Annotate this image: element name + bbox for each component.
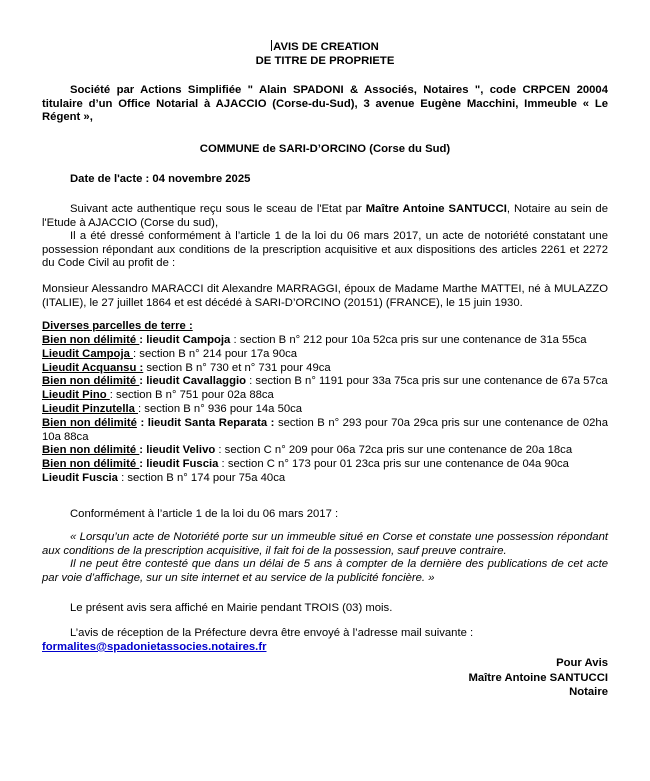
prefecture-paragraph: L’avis de réception de la Préfecture devra être envoyé à l’adresse mail suivante : [70,627,474,640]
parcel-place: lieudit Campoja [146,333,231,346]
affichage-paragraph: Le présent avis sera affiché en Mairie pendant TROIS (03) mois. [70,601,393,614]
parcel-row [42,458,608,472]
quote-paragraph-2: Il ne peut être contesté que dans un délai de 5 ans à compter de la dernière des publications de cet acte par voie d’affichage, sur un site internet et au service de la publicité foncière. » [42,558,608,585]
email-link[interactable]: formalites@spadonietassocies.notaires.fr [42,640,267,653]
parcels-list [42,334,608,486]
parcel-row [42,444,608,458]
title-line-2: DE TITRE DE PROPRIETE [255,55,395,67]
spacer [42,68,608,84]
spacer [42,187,608,203]
spacer [42,271,608,283]
notary-name-inline: Maître Antoine SANTUCCI [365,202,507,215]
parcel-label: Lieudit Acquansu : [42,361,144,374]
parcel-row [42,417,608,445]
parcel-body: : section B n° 212 pour 10a 52ca pris sur une contenance de 31a 55ca [230,333,587,346]
conformement-paragraph: Conformément à l’article 1 de la loi du 06 mars 2017 : [70,507,339,520]
parcel-label: Bien non délimité [42,333,140,346]
parcel-row [42,403,608,417]
email-row [42,641,608,655]
acte-intro-pre: Suivant acte authentique reçu sous le sceau de l'Etat par [70,202,366,215]
parcel-row [42,362,608,376]
beneficiary-paragraph: Monsieur Alessandro MARACCI dit Alexandre MARRAGGI, époux de Madame Marthe MATTEI, né à MULAZZO (ITALIE), le 27 juillet 1864 et est décédé à SARI-D’ORCINO (20151) (FRANCE), le 15 juin 1930. [42,282,608,309]
parcel-row [42,389,608,403]
parcel-label: Lieudit Campoja [42,347,134,360]
spacer [42,586,608,602]
parcel-label: Lieudit Fuscia [42,471,118,484]
parcel-place: lieudit Cavallaggio [146,375,247,388]
spacer [42,521,608,531]
acte-dresse-paragraph: Il a été dressé conformément à l’article 1 de la loi du 06 mars 2017, un acte de notoriété constatant une possession répondant aux conditions de la prescription acquisitive et aux dispositions des articles 2261 et 2272 du Code Civil au profit de : [42,230,608,270]
commune-heading: COMMUNE de SARI-D’ORCINO (Corse du Sud) [199,142,451,155]
signature-line-3: Notaire [569,686,608,699]
parcel-body: : section B n° 936 pour 14a 50ca [138,402,303,415]
quote-paragraph-1: « Lorsqu’un acte de Notoriété porte sur un immeuble situé en Corse et constate une possession répondant aux conditions de la prescription acquisitive, il fait foi de la possession, sauf preuve contraire. [42,531,608,557]
company-paragraph: Société par Actions Simplifiée " Alain SPADONI & Associés, Notaires ", code CRPCEN 20004 titulaire d’un Office Notarial à AJACCIO (Corse-du-Sud), 3 avenue Eugène Macchini, Immeuble « Le Régent », [42,84,608,124]
signature-line-1: Pour Avis [556,657,608,670]
acte-intro-post: , Notaire au sein de l'Etude à AJACCIO (Corse du sud), [42,202,609,229]
parcel-separator: : [139,444,147,457]
parcel-row [42,472,608,486]
title-line-1-row [42,40,608,54]
parcel-body: : section B n° 214 pour 17a 90ca [133,347,298,360]
parcel-label: Bien non délimité [42,458,140,471]
document-title [42,40,608,68]
parcel-body: : section B n° 1191 pour 33a 75ca pris sur une contenance de 67a 57ca [246,375,608,388]
parcel-label: Lieudit Pino [42,389,110,402]
spacer [42,486,608,508]
parcel-separator: : [139,333,147,346]
spacer [42,310,608,320]
parcel-row [42,348,608,362]
parcel-body: : section B n° 751 pour 02a 88ca [109,389,274,402]
parcels-section [42,320,608,486]
parcel-body: section B n° 730 et n° 731 pour 49ca [143,361,331,374]
parcel-place: lieudit Santa Reparata : [147,416,275,429]
parcel-body: : section C n° 209 pour 06a 72ca pris sur une contenance de 20a 18ca [215,444,573,457]
parcel-separator: : [139,375,147,388]
parcel-place: lieudit Velivo [146,444,216,457]
parcel-row [42,334,608,348]
acte-intro-paragraph [42,203,608,230]
parcel-place: lieudit Fuscia [146,458,219,471]
parcel-body: : section B n° 174 pour 75a 40ca [117,471,286,484]
signature-block [42,656,608,700]
parcel-body: section B n° 293 pour 70a 29ca pris sur une contenance de 02ha 10a 88ca [42,416,608,443]
parcel-separator: : [139,458,147,471]
spacer [42,615,608,627]
parcel-label: Lieudit Pinzutella [42,402,139,415]
date-acte: Date de l'acte : 04 novembre 2025 [70,173,251,186]
parcels-heading: Diverses parcelles de terre : [42,320,193,333]
title-line-1: AVIS DE CREATION [273,41,379,53]
parcel-label: Bien non délimité [42,375,140,388]
document-page [42,0,608,700]
parcel-body: : section C n° 173 pour 01 23ca pris sur une contenance de 04a 90ca [218,458,569,471]
parcel-label: Bien non délimité [42,444,140,457]
parcel-row [42,375,608,389]
parcel-label: Bien non délimité [42,416,137,429]
parcel-separator: : [136,416,148,429]
signature-line-2: Maître Antoine SANTUCCI [468,671,608,684]
